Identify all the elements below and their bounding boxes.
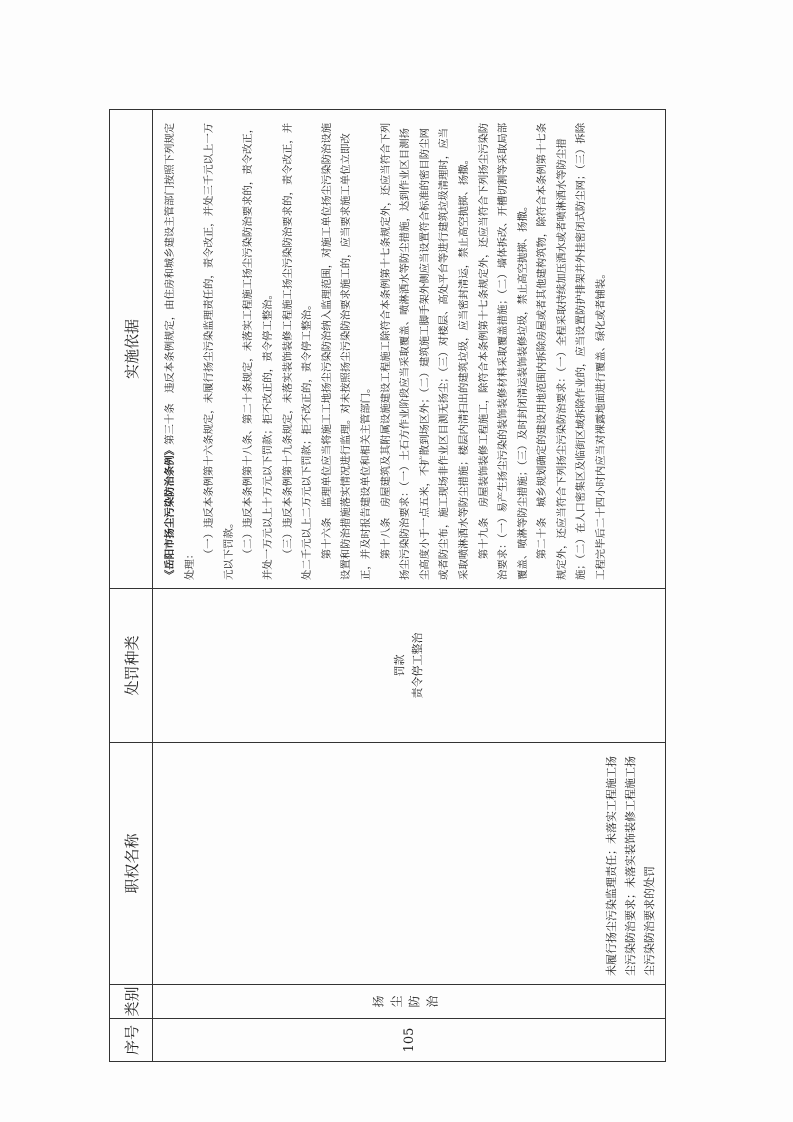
basis-paragraph-4: （三）违反本条例第十九条规定，未落实装饰装修工程施工扬尘污染防治要求的，责令改正，并处二千元以上二万元以下罚款；拒不改正的，责令停工整治。 — [281, 122, 314, 580]
basis-paragraph-8: 第二十条 城乡规划确定的建设用地范围内拆除房屋或者其他建构筑物，除符合本条例第十七条规定外，还应当符合下列扬尘污染防治要求：（一）全程采取持续加压洒水或者喷淋洒水等防尘措施；（二）在人口密集区及临街区域拆除作业的，应当设置防护排架并外挂密闭式防尘网；（三）拆除工程完毕后二十四小时内应当对裸露地面进行覆盖、绿化或者铺装。 — [536, 122, 608, 580]
row-punishment-cell — [153, 589, 666, 743]
basis-paragraph-2: （一）违反本条例第十六条规定，未履行扬尘污染监理责任的，责令改正，并处三千元以上一万元以下罚款。 — [203, 122, 235, 580]
header-basis: 实施依据 — [110, 110, 153, 589]
enforcement-table — [109, 109, 666, 1062]
row-basis-cell — [153, 110, 666, 589]
basis-paragraph-6: 第十八条 房屋建筑及其附属设施建设工程施工除符合本条例第十七条规定外，还应当符合下列扬尘污染防治要求：（一）土石方作业阶段应当采取覆盖、喷淋洒水等防尘措施，达到作业区目测扬尘高度小于一点五米，不扩散到场区外；（二）建筑施工脚手架外侧应当设置符合标准的密目防尘网或者防尘布，施工现场非作业区目测无扬尘；（三）对楼层、高处平台等进行建筑垃圾清理时，应当采取喷淋洒水等防尘措施；楼层内清扫出的建筑垃圾，应当密封清运，禁止高空抛掷、扬撒。 — [379, 122, 470, 580]
header-name: 职权名称 — [110, 743, 153, 985]
table-header-row — [110, 110, 153, 1062]
basis-regulation-title: 《岳阳市扬尘污染防治条例》 — [164, 444, 176, 580]
rotated-table-frame — [109, 110, 666, 1062]
row-category-cell — [153, 985, 666, 1019]
basis-paragraph-3: （二）违反本条例第十八条、第二十条规定，未落实工程施工扬尘污染防治要求的，责令改正，并处一万元以上十万元以下罚款；拒不改正的，责令停工整治。 — [242, 122, 274, 580]
row-number: 105 — [153, 1019, 666, 1062]
basis-paragraph-1 — [161, 120, 200, 580]
punishment-suspend: 责令停工整治 — [411, 632, 424, 699]
table-row — [153, 110, 666, 1062]
header-punishment: 处罚种类 — [110, 589, 153, 743]
header-category: 类别 — [110, 985, 153, 1019]
row-name-cell — [153, 743, 666, 985]
header-no: 序号 — [110, 1019, 153, 1062]
row-category: 扬尘防治 — [371, 995, 444, 1009]
row-name: 未履行扬尘污染监理责任；未落实工程施工扬尘污染防治要求；未落实装饰装修工程施工扬尘污染防治要求的处罚 — [605, 756, 656, 976]
punishment-fine: 罚款 — [393, 654, 406, 677]
basis-article-30: 第三十条 违反本条例规定，由住房和城乡建设主管部门按照下列规定处理： — [164, 122, 196, 580]
basis-paragraph-7: 第十九条 房屋装饰装修工程施工，除符合本条例第十七条规定外，还应当符合下列扬尘污染防治要求：（一）易产生扬尘污染的装饰装修材料采取覆盖措施；（二）墙体拆改、开槽切割等采取局部覆盖、喷淋等防尘措施；（三）及时封闭清运装饰装修垃圾，禁止高空抛掷、扬撒。 — [477, 122, 529, 580]
basis-paragraph-5: 第十六条 监理单位应当将施工工地扬尘污染防治纳入监理范围，对施工单位扬尘污染防治设施设置和防治措施落实情况进行监理。对未按照扬尘污染防治要求施工的，应当要求施工单位立即改正，并及时报告建设单位和相关主管部门。 — [320, 122, 372, 580]
